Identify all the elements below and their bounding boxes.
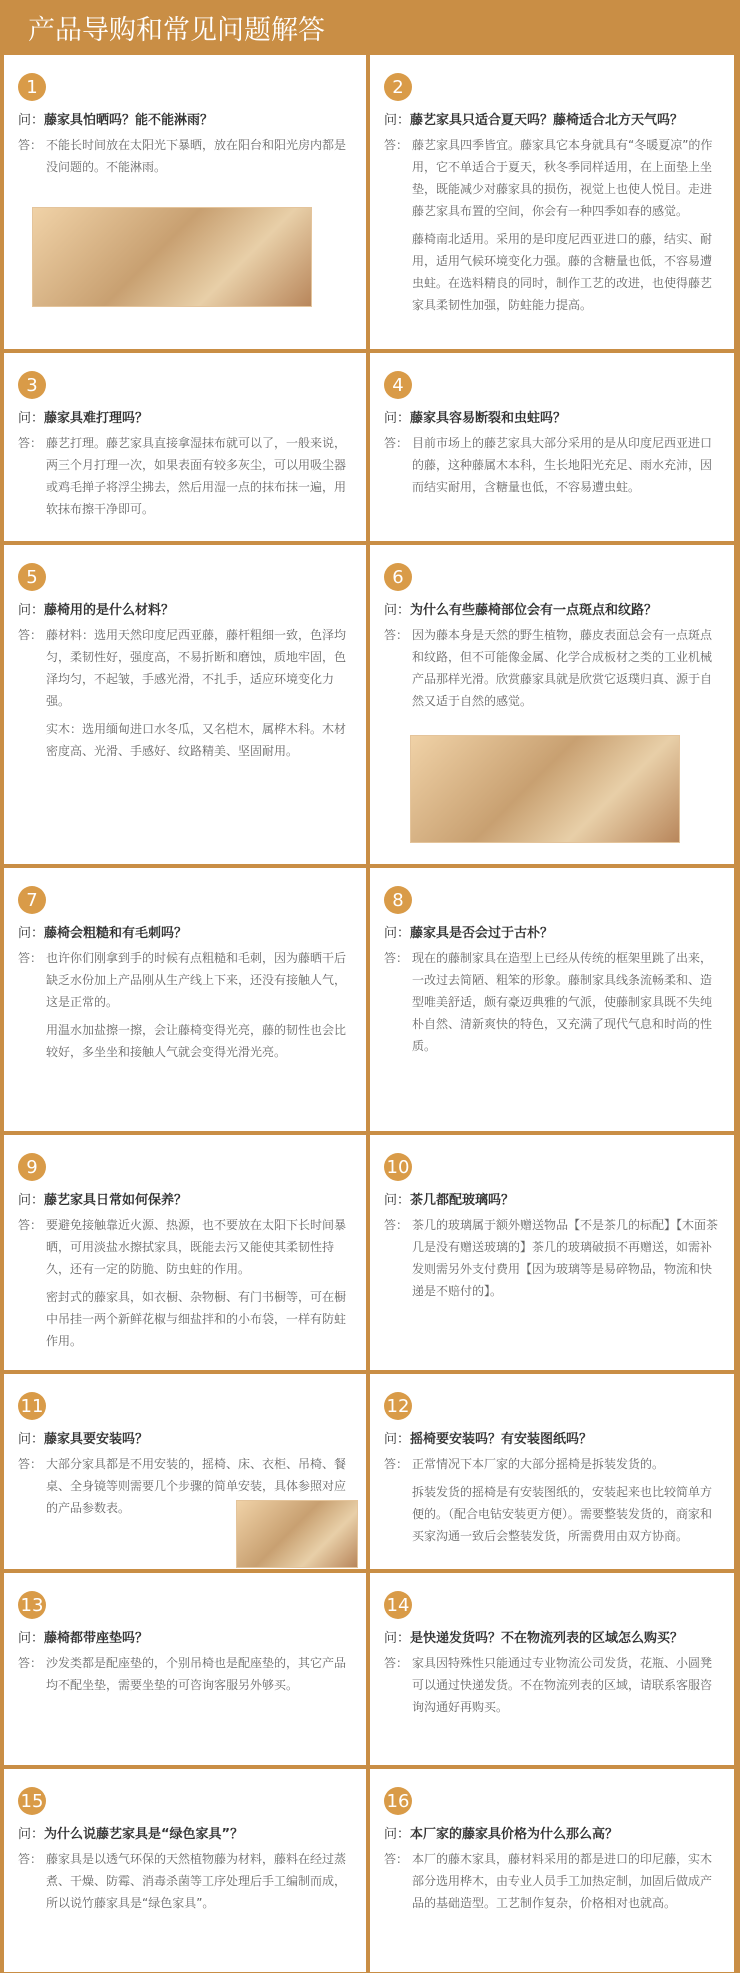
faq-number-badge: 2: [384, 73, 412, 101]
faq-item-1: [4, 55, 366, 349]
answer-prefix: 答：: [18, 138, 43, 152]
question-prefix: 问：: [384, 1432, 411, 1447]
faq-answer-text: 藤艺家具四季皆宜。藤家具它本身就具有“冬暖夏凉”的作用，它不单适合于夏天，秋冬季同样适用，在上面垫上坐垫，既能减少对藤家具的损伤，视觉上也使人悦目。走进藤艺家具布置的空间，你会有一种四季如春的感觉。: [412, 138, 713, 218]
faq-question-text: 藤家具是否会过于古朴？: [410, 926, 554, 941]
page-header: [0, 0, 740, 55]
faq-item-11: [4, 1374, 366, 1569]
faq-answer-text: 藤家具是以透气环保的天然植物藤为材料，藤料在经过蒸煮、干燥、防霉、消毒杀菌等工序处理后手工编制而成，所以说竹藤家具是“绿色家具”。: [46, 1852, 347, 1910]
faq-question: [384, 922, 722, 941]
question-prefix: 问：: [18, 113, 45, 128]
faq-number-badge: 7: [18, 886, 46, 914]
question-prefix: 问：: [18, 1827, 45, 1842]
faq-question-text: 本厂家的藤家具价格为什么那么高？: [410, 1827, 619, 1842]
faq-row: [0, 868, 740, 1131]
faq-question-text: 藤艺家具日常如何保养？: [44, 1193, 188, 1208]
faq-answer: [18, 1848, 354, 1914]
faq-question-text: 为什么有些藤椅部位会有一点斑点和纹路？: [410, 603, 658, 618]
faq-row: [0, 353, 740, 541]
question-prefix: 问：: [18, 603, 45, 618]
answer-prefix: 答：: [18, 1852, 43, 1866]
question-prefix: 问：: [384, 113, 411, 128]
faq-question: [384, 599, 722, 618]
faq-answer-text: 藤艺打理。藤艺家具直接拿湿抹布就可以了，一般来说，两三个月打理一次，如果表面有较多灰尘，可以用吸尘器或鸡毛掸子将浮尘拂去，然后用湿一点的抹布抹一遍，用软抹布擦干净即可。: [46, 436, 347, 516]
answer-prefix: 答：: [384, 1218, 409, 1232]
faq-answer-text: 茶几的玻璃属于额外赠送物品【不是茶几的标配】【木面茶几是没有赠送玻璃的】茶几的玻璃破损不再赠送，如需补发则需另外支付费用【因为玻璃等是易碎物品，物流和快递是不赔付的】。: [412, 1218, 719, 1298]
faq-grid: [0, 55, 740, 1972]
faq-answer-text: 沙发类都是配座垫的，个别吊椅也是配座垫的，其它产品均不配坐垫，需要坐垫的可咨询客服另外够买。: [46, 1656, 347, 1692]
faq-answer-text: 藤椅南北适用。采用的是印度尼西亚进口的藤，结实、耐用，适用气候环境变化力强。藤的含糖量也低，不容易遭虫蛀。在选料精良的同时，制作工艺的改进，也使得藤艺家具柔韧性加强，防蛀能力提高。: [412, 232, 713, 312]
question-prefix: 问：: [18, 1432, 45, 1447]
faq-number-badge: 16: [384, 1787, 412, 1815]
answer-prefix: 答：: [18, 1457, 43, 1471]
faq-question-text: 藤家具容易断裂和虫蛀吗？: [410, 411, 567, 426]
rattan-chair-photo: [32, 207, 312, 307]
faq-question: [18, 1627, 354, 1646]
faq-item-9: [4, 1135, 366, 1370]
faq-number-badge: 6: [384, 563, 412, 591]
faq-row: [0, 1769, 740, 1972]
faq-item-14: [370, 1573, 734, 1765]
faq-answer: [384, 1453, 722, 1475]
faq-answer-text: 目前市场上的藤艺家具大部分采用的是从印度尼西亚进口的藤，这种藤属木本科，生长地阳光充足、雨水充沛，因而结实耐用，含糖量也低，不容易遭虫蛀。: [412, 436, 713, 494]
faq-question: [384, 1189, 722, 1208]
faq-item-12: [370, 1374, 734, 1569]
faq-number-badge: 15: [18, 1787, 46, 1815]
faq-answer-text: 因为藤本身是天然的野生植物，藤皮表面总会有一点斑点和纹路，但不可能像金属、化学合成板材之类的工业机械产品那样光滑。欣赏藤家具就是欣赏它返璞归真、源于自然又适于自然的感觉。: [412, 628, 713, 708]
faq-answer: [18, 624, 354, 712]
faq-number-badge: 13: [18, 1591, 46, 1619]
faq-question: [18, 407, 354, 426]
faq-answer-text: 用温水加盐擦一擦，会让藤椅变得光亮，藤的韧性也会比较好，多坐坐和接触人气就会变得光滑光亮。: [46, 1023, 347, 1059]
faq-number-badge: 14: [384, 1591, 412, 1619]
faq-item-3: [4, 353, 366, 541]
faq-row: [0, 1573, 740, 1765]
faq-question: [18, 1428, 354, 1447]
question-prefix: 问：: [18, 1631, 45, 1646]
faq-item-4: [370, 353, 734, 541]
faq-question-text: 藤椅用的是什么材料？: [44, 603, 175, 618]
faq-answer: [18, 432, 354, 520]
faq-answer-text: 现在的藤制家具在造型上已经从传统的框架里跳了出来，一改过去简陋、粗笨的形象。藤制家具线条流畅柔和、造型唯美舒适，颇有豪迈典雅的气派，使藤制家具既不失纯朴自然、清新爽快的特色，又充满了现代气息和时尚的性质。: [412, 951, 713, 1053]
question-prefix: 问：: [384, 926, 411, 941]
answer-prefix: 答：: [18, 628, 43, 642]
faq-answer: [384, 947, 722, 1057]
faq-question-text: 藤椅都带座垫吗？: [44, 1631, 149, 1646]
faq-question-text: 摇椅要安装吗？有安装图纸吗？: [410, 1432, 593, 1447]
faq-answer-text: 密封式的藤家具，如衣橱、杂物橱、有门书橱等，可在橱中吊挂一两个新鲜花椒与细盐拌和的小布袋，一样有防蛀作用。: [46, 1290, 347, 1348]
faq-answer-text: 实木：选用缅甸进口水冬瓜，又名桤木，属桦木科。木材密度高、光滑、手感好、纹路精美、坚固耐用。: [46, 722, 347, 758]
answer-prefix: 答：: [384, 436, 409, 450]
faq-answer-text: 本厂的藤木家具，藤材料采用的都是进口的印尼藤，实木部分选用桦木，由专业人员手工加热定制，加固后做成产品的基础造型。工艺制作复杂，价格相对也就高。: [412, 1852, 713, 1910]
question-prefix: 问：: [384, 603, 411, 618]
page-title: 产品导购和常见问题解答: [28, 15, 325, 46]
faq-question-text: 藤家具要安装吗？: [44, 1432, 149, 1447]
rattan-chair-photo: [410, 735, 680, 843]
faq-number-badge: 4: [384, 371, 412, 399]
faq-row: [0, 1135, 740, 1370]
faq-answer: [384, 1652, 722, 1718]
answer-prefix: 答：: [18, 1218, 43, 1232]
faq-question: [384, 109, 722, 128]
faq-row: [0, 1374, 740, 1569]
faq-answer: [18, 947, 354, 1013]
faq-answer: [384, 1214, 722, 1302]
question-prefix: 问：: [384, 1193, 411, 1208]
faq-question-text: 藤家具怕晒吗？能不能淋雨？: [44, 113, 214, 128]
faq-question: [18, 1189, 354, 1208]
faq-item-8: [370, 868, 734, 1131]
faq-number-badge: 3: [18, 371, 46, 399]
answer-prefix: 答：: [18, 1656, 43, 1670]
faq-question: [18, 922, 354, 941]
faq-number-badge: 5: [18, 563, 46, 591]
faq-answer-text: 也许你们刚拿到手的时候有点粗糙和毛刺，因为藤晒干后缺乏水份加上产品刚从生产线上下来，还没有接触人气，这是正常的。: [46, 951, 347, 1009]
answer-prefix: 答：: [384, 1852, 409, 1866]
faq-answer-text: 正常情况下本厂家的大部分摇椅是拆装发货的。: [412, 1457, 665, 1471]
question-prefix: 问：: [18, 1193, 45, 1208]
faq-number-badge: 9: [18, 1153, 46, 1181]
faq-answer-text: 不能长时间放在太阳光下暴晒，放在阳台和阳光房内都是没问题的。不能淋雨。: [46, 138, 347, 174]
faq-question: [384, 1428, 722, 1447]
faq-answer: [384, 432, 722, 498]
faq-question-text: 藤艺家具只适合夏天吗？藤椅适合北方天气吗？: [410, 113, 684, 128]
answer-prefix: 答：: [384, 951, 409, 965]
faq-answer: [384, 1848, 722, 1914]
faq-question: [18, 109, 354, 128]
faq-question: [384, 407, 722, 426]
answer-prefix: 答：: [18, 951, 43, 965]
faq-item-5: [4, 545, 366, 864]
faq-question-text: 藤椅会粗糙和有毛刺吗？: [44, 926, 188, 941]
faq-item-7: [4, 868, 366, 1131]
faq-answer-text: 拆装发货的摇椅是有安装图纸的，安装起来也比较简单方便的。（配合电钻安装更方便）。需要整装发货的，商家和买家沟通一致后会整装发货，所需费用由双方协商。: [412, 1485, 713, 1543]
faq-number-badge: 1: [18, 73, 46, 101]
faq-answer: [18, 1652, 354, 1696]
faq-item-10: [370, 1135, 734, 1370]
answer-prefix: 答：: [18, 436, 43, 450]
faq-row: [0, 55, 740, 349]
faq-answer: [384, 624, 722, 712]
question-prefix: 问：: [384, 411, 411, 426]
faq-question-text: 藤家具难打理吗？: [44, 411, 149, 426]
faq-item-6: [370, 545, 734, 864]
faq-question: [384, 1823, 722, 1842]
question-prefix: 问：: [384, 1631, 411, 1646]
question-prefix: 问：: [18, 411, 45, 426]
faq-question: [18, 599, 354, 618]
faq-answer: [384, 134, 722, 222]
faq-item-13: [4, 1573, 366, 1765]
faq-answer-text: 家具因特殊性只能通过专业物流公司发货，花瓶、小圆凳可以通过快递发货。不在物流列表的区域，请联系客服咨询沟通好再购买。: [412, 1656, 713, 1714]
faq-number-badge: 8: [384, 886, 412, 914]
rattan-set-photo: [236, 1500, 358, 1568]
faq-number-badge: 10: [384, 1153, 412, 1181]
faq-item-2: [370, 55, 734, 349]
faq-number-badge: 12: [384, 1392, 412, 1420]
faq-row: [0, 545, 740, 864]
faq-item-16: [370, 1769, 734, 1972]
faq-question-text: 为什么说藤艺家具是“绿色家具”？: [44, 1827, 244, 1842]
faq-answer-text: 大部分家具都是不用安装的，摇椅、床、衣柜、吊椅、餐桌、全身镜等则需要几个步骤的简单安装，具体参照对应的产品参数表。: [46, 1457, 347, 1515]
answer-prefix: 答：: [384, 138, 409, 152]
faq-answer-text: 要避免接触靠近火源、热源，也不要放在太阳下长时间暴晒，可用淡盐水擦拭家具，既能去污又能使其柔韧性持久，还有一定的防脆、防虫蛀的作用。: [46, 1218, 347, 1276]
faq-answer: [18, 134, 354, 178]
answer-prefix: 答：: [384, 1656, 409, 1670]
faq-question-text: 是快递发货吗？不在物流列表的区域怎么购买？: [410, 1631, 684, 1646]
faq-question-text: 茶几都配玻璃吗？: [410, 1193, 515, 1208]
answer-prefix: 答：: [384, 628, 409, 642]
faq-answer-text: 藤材料：选用天然印度尼西亚藤，藤杆粗细一致，色泽均匀，柔韧性好，强度高，不易折断和磨蚀，质地牢固，色泽均匀，不起皱，手感光滑，不扎手，适应环境变化力强。: [46, 628, 347, 708]
answer-prefix: 答：: [384, 1457, 409, 1471]
faq-question: [18, 1823, 354, 1842]
faq-number-badge: 11: [18, 1392, 46, 1420]
question-prefix: 问：: [18, 926, 45, 941]
faq-answer: [18, 1214, 354, 1280]
question-prefix: 问：: [384, 1827, 411, 1842]
faq-item-15: [4, 1769, 366, 1972]
faq-question: [384, 1627, 722, 1646]
